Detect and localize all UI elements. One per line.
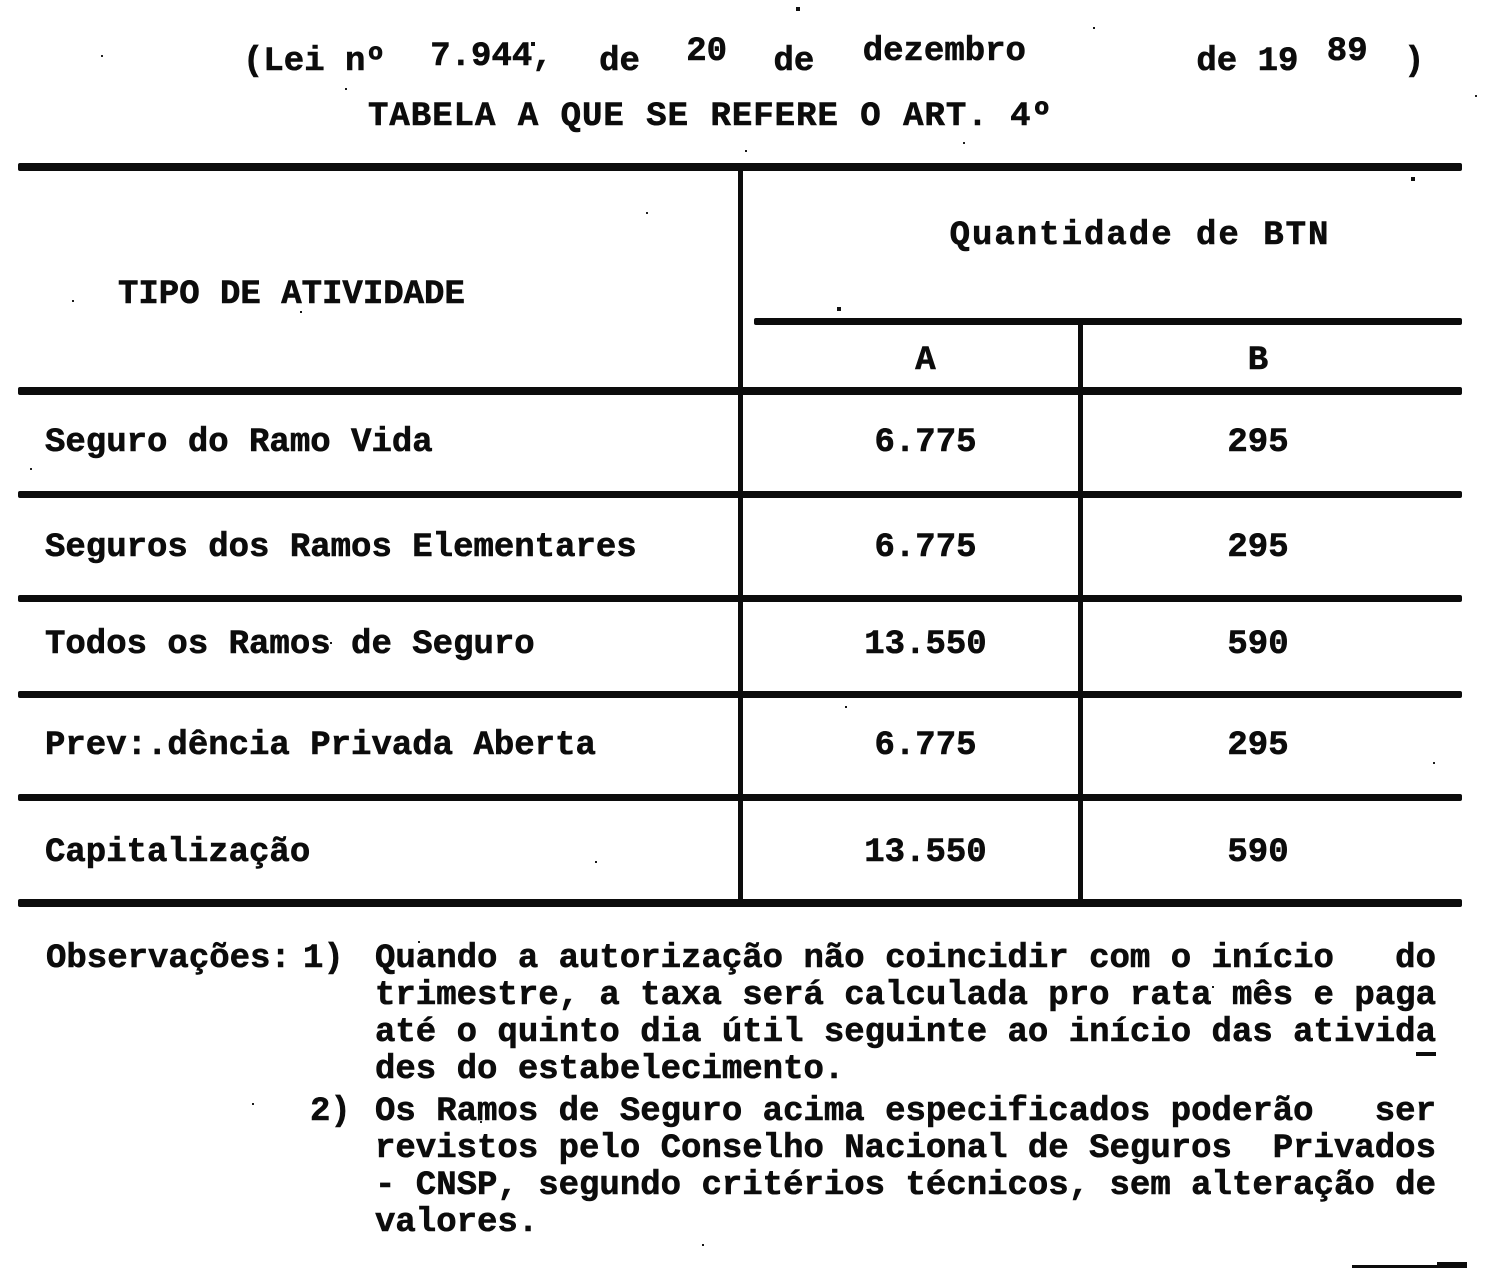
- column-header-btn-quantity: Quantidade de BTN: [949, 217, 1331, 255]
- law-month: dezembro: [862, 33, 1026, 71]
- table-row-value-b: 295: [1227, 727, 1289, 765]
- observation-line: Os Ramos de Seguro acima especificados poderão ser: [375, 1093, 1436, 1131]
- hyphenation-underlined-letter: a: [1416, 1014, 1436, 1056]
- observation-line: trimestre, a taxa será calculada pro rata mês e paga: [375, 977, 1436, 1015]
- observation-2-number: 2): [310, 1093, 351, 1131]
- column-header-a: A: [915, 342, 936, 380]
- table-row-activity: Seguro do Ramo Vida: [45, 424, 433, 462]
- law-ref-de-19: de 19: [1196, 43, 1299, 81]
- observations-label: Observações:: [46, 940, 291, 978]
- observation-1-text: [375, 941, 1436, 1089]
- table-row-value-b: 590: [1227, 834, 1289, 872]
- group-header-rule: [754, 318, 1462, 325]
- table-row-value-a: 13.550: [864, 834, 987, 872]
- law-day: 20: [686, 33, 728, 71]
- table-row-value-b: 295: [1227, 424, 1289, 462]
- table-row-value-a: 6.775: [874, 727, 977, 765]
- law-reference-line: [243, 33, 1425, 84]
- observation-line-text: até o quinto dia útil seguinte ao início das ativid: [375, 1014, 1416, 1052]
- table-bottom-rule: [18, 899, 1462, 907]
- observation-line: - CNSP, segundo critérios técnicos, sem alteração de: [375, 1167, 1436, 1205]
- law-ref-de-1: de: [599, 43, 640, 81]
- table-row-activity: Prev:.dência Privada Aberta: [45, 727, 596, 765]
- table-row-activity: Capitalização: [45, 834, 311, 872]
- table-row-value-a: 6.775: [874, 529, 977, 567]
- law-ref-prefix: (Lei nº: [243, 43, 386, 81]
- bottom-right-rule-nub: [1437, 1262, 1467, 1268]
- column-header-activity: TIPO DE ATIVIDADE: [118, 276, 465, 314]
- observation-line: Quando a autorização não coincidir com o início do: [375, 940, 1436, 978]
- a-b-column-divider: [1078, 321, 1083, 899]
- law-ref-de-2: de: [773, 43, 815, 81]
- table-row-activity: Todos os Ramos de Seguro: [45, 626, 535, 664]
- column-header-b: B: [1247, 342, 1269, 380]
- table-row-activity: Seguros dos Ramos Elementares: [45, 529, 637, 567]
- observation-line: revistos pelo Conselho Nacional de Seguros Privados: [375, 1130, 1436, 1168]
- table-row-value-b: 590: [1227, 626, 1289, 664]
- table-row-value-a: 13.550: [864, 626, 987, 664]
- table-top-rule: [18, 163, 1462, 171]
- observation-line: valores.: [375, 1204, 539, 1242]
- observation-line: des do estabelecimento.: [375, 1051, 845, 1089]
- activity-column-divider: [738, 171, 743, 899]
- observation-line: [375, 1015, 1436, 1052]
- table-row-value-b: 295: [1227, 529, 1289, 567]
- table-title: TABELA A QUE SE REFERE O ART. 4º: [368, 98, 1053, 136]
- scan-noise: [0, 0, 2, 2]
- btn-quantity-table: [18, 163, 1462, 907]
- table-row-value-a: 6.775: [874, 424, 977, 462]
- law-year: 89: [1326, 33, 1368, 71]
- law-number: 7.944,: [430, 38, 553, 76]
- observation-1-number: 1): [303, 940, 344, 978]
- observation-2-text: [375, 1094, 1436, 1242]
- law-ref-close-paren: ): [1404, 43, 1425, 81]
